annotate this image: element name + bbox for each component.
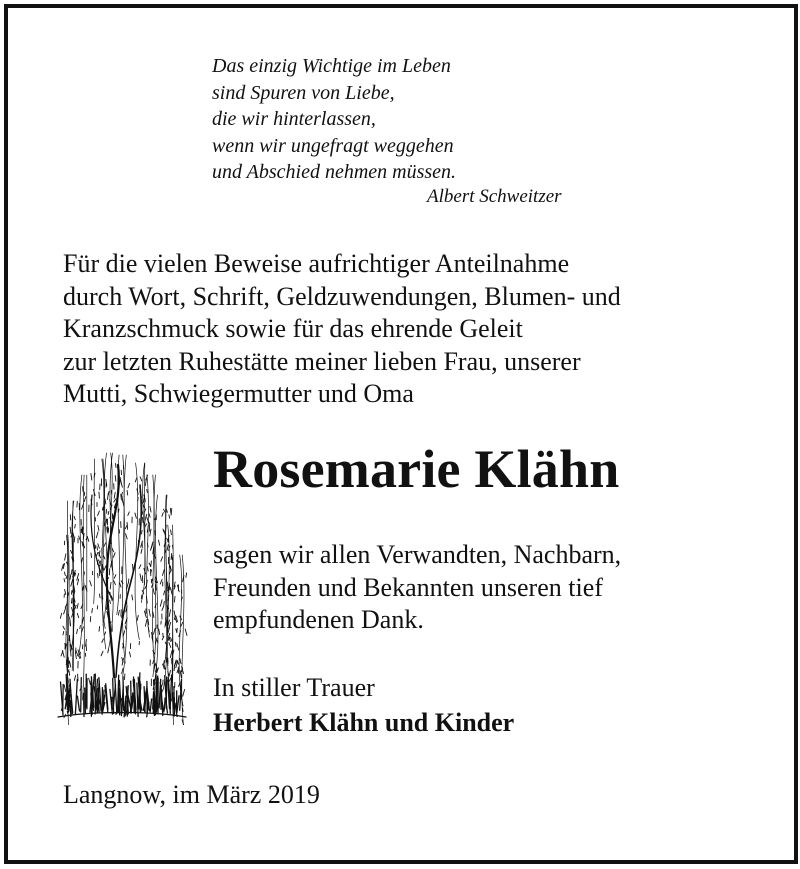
quote-line: Das einzig Wichtige im Leben bbox=[212, 55, 451, 77]
mourning-phrase: In stiller Trauer bbox=[213, 673, 375, 702]
thanks-paragraph bbox=[63, 248, 621, 411]
weeping-willow-icon bbox=[52, 445, 190, 725]
quote-line: und Abschied nehmen müssen. bbox=[212, 161, 457, 183]
thanks-line: Für die vielen Beweise aufrichtiger Anteilnahme bbox=[63, 249, 570, 278]
thanks-line: durch Wort, Schrift, Geldzuwendungen, Blumen- und bbox=[63, 281, 621, 311]
signers: Herbert Klähn und Kinder bbox=[213, 708, 515, 737]
quote-block bbox=[212, 53, 456, 186]
gratitude-line: sagen wir allen Verwandten, Nachbarn, bbox=[213, 540, 622, 569]
quote-line: die wir hinterlassen, bbox=[212, 108, 376, 130]
thanks-line: Mutti, Schwiegermutter und Oma bbox=[63, 379, 414, 408]
quote-line: wenn wir ungefragt weggehen bbox=[212, 134, 454, 157]
gratitude-line: Freunden und Bekannten unseren tief bbox=[213, 572, 603, 602]
gratitude-paragraph bbox=[213, 539, 621, 637]
quote-line: sind Spuren von Liebe, bbox=[212, 81, 395, 104]
gratitude-line: empfundenen Dank. bbox=[213, 605, 424, 634]
quote-author: Albert Schweitzer bbox=[427, 186, 562, 207]
thanks-line: Kranzschmuck sowie für das ehrende Geleit bbox=[63, 314, 523, 343]
deceased-name: Rosemarie Klähn bbox=[213, 439, 620, 499]
place-date: Langnow, im März 2019 bbox=[63, 780, 320, 809]
thanks-line: zur letzten Ruhestätte meiner lieben Frau, unserer bbox=[63, 346, 581, 376]
